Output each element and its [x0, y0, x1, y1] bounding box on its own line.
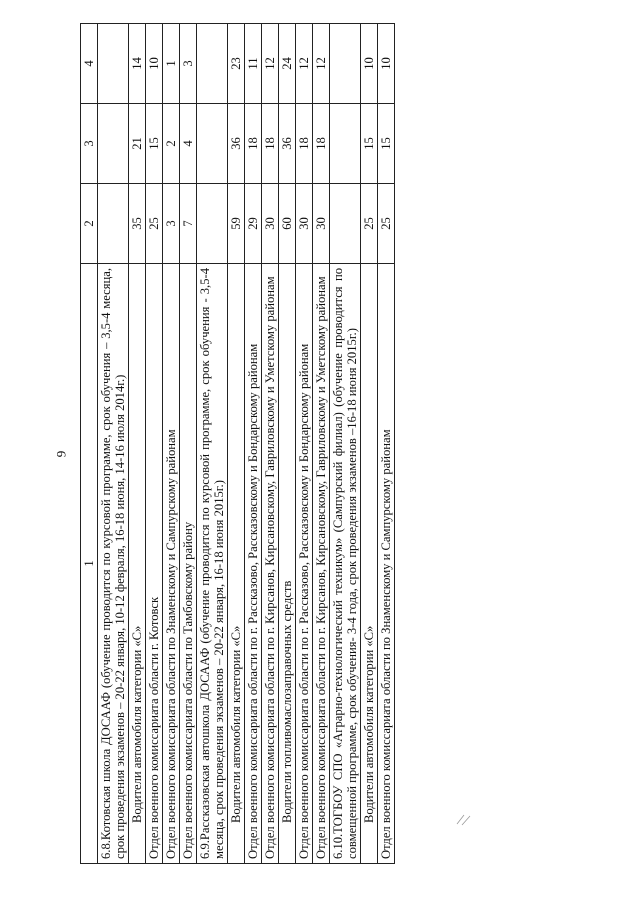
value-cell-c2: 35: [129, 184, 146, 264]
table-row: [378, 24, 395, 864]
table-row: [163, 24, 180, 864]
office-cell: Отдел военного комиссариата области по Знаменскому и Сампурскому районам: [378, 264, 395, 864]
value-cell-c2: 30: [296, 184, 313, 264]
value-cell-c3: 15: [146, 104, 163, 184]
value-cell-c4: 10: [146, 24, 163, 104]
value-cell-c4: 3: [180, 24, 197, 104]
table-row: [279, 24, 296, 864]
value-cell-c3: 18: [262, 104, 279, 184]
value-cell-c3: 21: [129, 104, 146, 184]
value-cell-c3: 15: [378, 104, 395, 184]
value-cell-c4: 1: [163, 24, 180, 104]
value-cell-c2: 7: [180, 184, 197, 264]
value-cell-c3: [330, 104, 361, 184]
table-row: [262, 24, 279, 864]
table-row: [146, 24, 163, 864]
value-cell-c2: 25: [361, 184, 378, 264]
value-cell-c3: 36: [279, 104, 296, 184]
office-cell: Отдел военного комиссариата области по Тамбовскому району: [180, 264, 197, 864]
category-cell: Водители автомобиля категории «С»: [129, 264, 146, 864]
table-header-row: [81, 24, 98, 864]
value-cell-c3: 4: [180, 104, 197, 184]
value-cell-c3: [197, 104, 228, 184]
header-cell: 2: [81, 184, 98, 264]
header-cell: 4: [81, 24, 98, 104]
table-row: [180, 24, 197, 864]
table-row: [129, 24, 146, 864]
page-number: 9: [53, 450, 69, 458]
value-cell-c4: 14: [129, 24, 146, 104]
value-cell-c3: 18: [245, 104, 262, 184]
value-cell-c4: [197, 24, 228, 104]
value-cell-c2: [197, 184, 228, 264]
value-cell-c4: 10: [378, 24, 395, 104]
category-cell: Водители автомобиля категории «С»: [361, 264, 378, 864]
value-cell-c4: [330, 24, 361, 104]
office-cell: Отдел военного комиссариата области по г. Рассказово, Рассказовскому и Бондарскому районам: [245, 264, 262, 864]
value-cell-c2: 25: [146, 184, 163, 264]
value-cell-c4: 10: [361, 24, 378, 104]
value-cell-c4: [98, 24, 129, 104]
office-cell: Отдел военного комиссариата области по Знаменскому и Сампурскому районам: [163, 264, 180, 864]
value-cell-c2: [98, 184, 129, 264]
section-heading-cell: 6.9.Рассказовская автошкола ДОСААФ (обучение проводится по курсовой программе, срок обучения - 3,5-4 месяца, срок проведения экзаменов – 20-22 января, 16-18 июня 2015г.): [197, 264, 228, 864]
office-cell: Отдел военного комиссариата области по г. Рассказово, Рассказовскому и Бондарскому районам: [296, 264, 313, 864]
header-cell: 3: [81, 104, 98, 184]
office-cell: Отдел военного комиссариата области по г. Кирсанов, Кирсановскому, Гавриловскому и Уметскому районам: [262, 264, 279, 864]
table-row: [228, 24, 245, 864]
value-cell-c2: 60: [279, 184, 296, 264]
value-cell-c2: 59: [228, 184, 245, 264]
value-cell-c4: 12: [296, 24, 313, 104]
table-row: [330, 24, 361, 864]
value-cell-c4: 12: [313, 24, 330, 104]
value-cell-c4: 24: [279, 24, 296, 104]
category-cell: Водители топливомаслозаправочных средств: [279, 264, 296, 864]
quota-table: [80, 23, 395, 864]
table-row: [197, 24, 228, 864]
value-cell-c3: 18: [313, 104, 330, 184]
value-cell-c3: 36: [228, 104, 245, 184]
table-row: [98, 24, 129, 864]
value-cell-c3: 18: [296, 104, 313, 184]
value-cell-c2: 30: [262, 184, 279, 264]
table-row: [296, 24, 313, 864]
category-cell: Водители автомобиля категории «С»: [228, 264, 245, 864]
office-cell: Отдел военного комиссариата области г. Котовск: [146, 264, 163, 864]
section-heading-cell: 6.10.ТОГБОУ СПО «Аграрно-технологический техникум» (Сампурский филиал) (обучение проводится по совмещенной программе, срок обучения- 3-4 года, срок проведения экзаменов –16-18 июня 2015г.): [330, 264, 361, 864]
value-cell-c2: [330, 184, 361, 264]
value-cell-c2: 30: [313, 184, 330, 264]
value-cell-c3: 2: [163, 104, 180, 184]
value-cell-c4: 12: [262, 24, 279, 104]
value-cell-c2: 3: [163, 184, 180, 264]
header-cell: 1: [81, 264, 98, 864]
value-cell-c4: 23: [228, 24, 245, 104]
value-cell-c2: 25: [378, 184, 395, 264]
value-cell-c3: 15: [361, 104, 378, 184]
value-cell-c2: 29: [245, 184, 262, 264]
scan-mark-icon: [455, 812, 475, 826]
section-heading-cell: 6.8.Котовская школа ДОСААФ (обучение проводится по курсовой программе, срок обучения – 3,5-4 месяца, срок проведения экзаменов – 20-22 января, 10-12 февраля, 16-18 июня, 14-16 июля 2014г.): [98, 264, 129, 864]
rotated-table-wrapper: [80, 24, 598, 864]
table-row: [361, 24, 378, 864]
office-cell: Отдел военного комиссариата области по г. Кирсанов, Кирсановскому, Гавриловскому и Уметскому районам: [313, 264, 330, 864]
table-row: [313, 24, 330, 864]
value-cell-c4: 11: [245, 24, 262, 104]
table-row: [245, 24, 262, 864]
value-cell-c3: [98, 104, 129, 184]
